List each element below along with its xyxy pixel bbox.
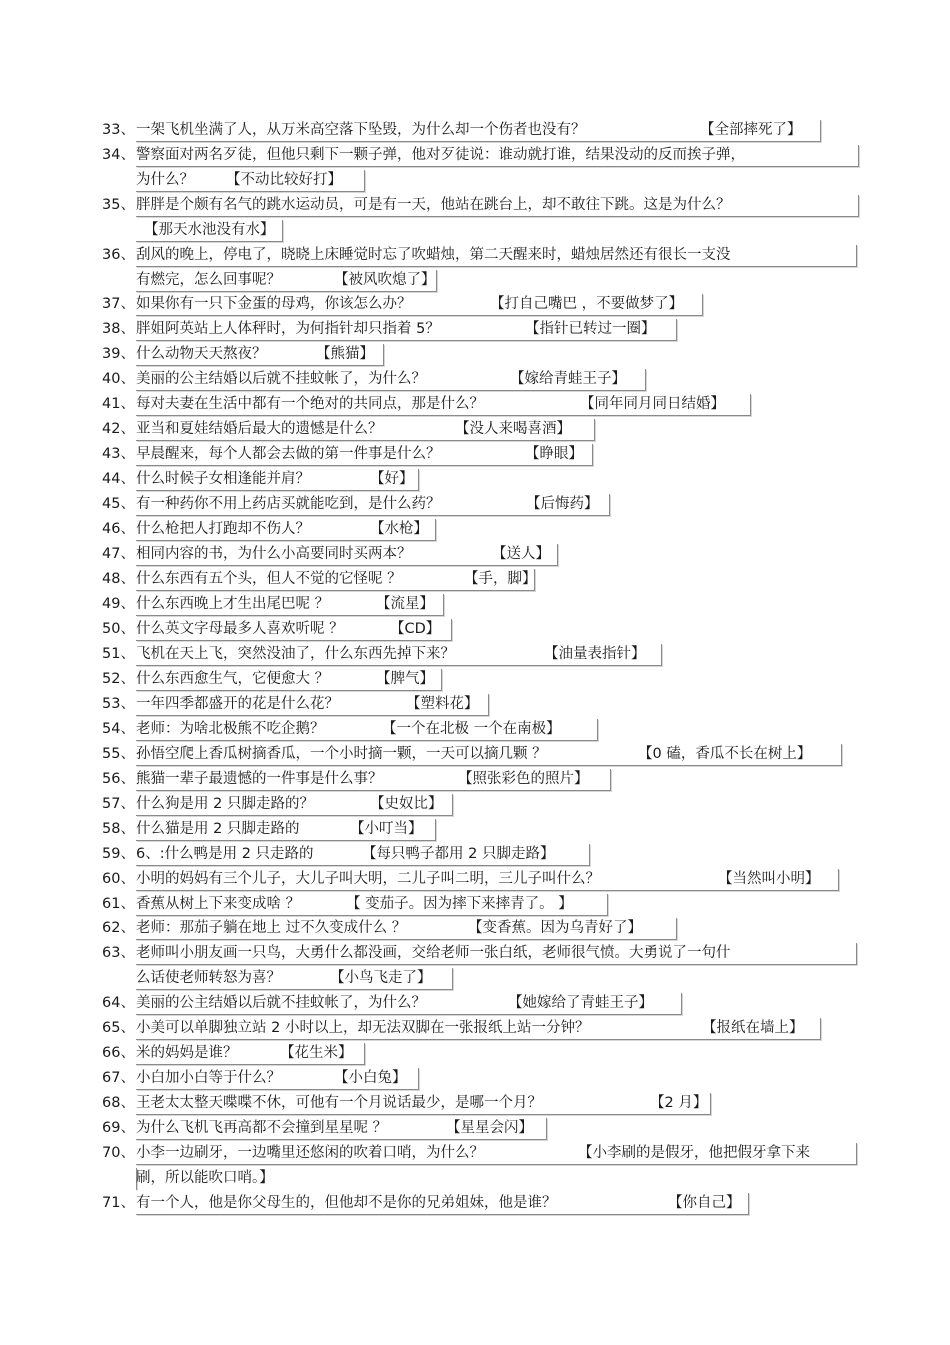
riddle-question: 亚当和夏娃结婚后最大的遗憾是什么？ bbox=[136, 421, 383, 437]
riddle-number: 50、 bbox=[102, 621, 135, 637]
riddle-answer: 【打自己嘴巴 ，不要做梦了】 bbox=[490, 296, 684, 312]
riddle-answer: 【照张彩色的照片】 bbox=[458, 771, 589, 787]
riddle-number: 64、 bbox=[102, 995, 135, 1011]
riddle-answer: 【同年同月同日结婚】 bbox=[580, 396, 725, 412]
riddle-question: 什么狗是用 2 只脚走路的？ bbox=[136, 796, 314, 812]
riddle-line bbox=[0, 342, 950, 366]
riddle-line bbox=[0, 567, 950, 591]
riddle-answer: 【一个在北极 一个在南极】 bbox=[382, 721, 561, 737]
riddle-answer: 【塑料花】 bbox=[406, 696, 479, 712]
riddle-line bbox=[0, 268, 950, 292]
riddle-number: 45、 bbox=[102, 496, 135, 512]
riddle-line bbox=[0, 168, 950, 192]
riddle-line bbox=[0, 1116, 950, 1140]
riddle-answer: 【当然叫小明】 bbox=[718, 871, 820, 887]
riddle-question: 什么英文字母最多人喜欢听呢 ？ bbox=[136, 621, 344, 637]
riddle-line bbox=[0, 517, 950, 541]
riddle-number: 66、 bbox=[102, 1045, 135, 1061]
riddle-number: 60、 bbox=[102, 871, 135, 887]
riddle-line bbox=[0, 1191, 950, 1215]
riddle-line bbox=[0, 592, 950, 616]
riddle-answer: 【那天水池没有水】 bbox=[144, 222, 275, 238]
riddle-question: 一架飞机坐满了人，从万米高空落下坠毁，为什么却一个伤者也没有？ bbox=[136, 122, 586, 138]
riddle-answer: 【睁眼】 bbox=[525, 446, 583, 462]
riddle-answer: 【脾气】 bbox=[376, 671, 434, 687]
riddle-answer: 【熊猫】 bbox=[316, 346, 374, 362]
riddle-number: 59、 bbox=[102, 846, 135, 862]
riddle-number: 34、 bbox=[102, 147, 135, 163]
riddle-number: 62、 bbox=[102, 920, 135, 936]
riddle-question: 小李一边刷牙，一边嘴里还悠闲的吹着口哨，为什么？ bbox=[136, 1145, 484, 1161]
riddle-line bbox=[0, 966, 950, 990]
riddle-line bbox=[0, 392, 950, 416]
riddle-line bbox=[0, 1016, 950, 1040]
riddle-line bbox=[0, 542, 950, 566]
riddle-number: 44、 bbox=[102, 471, 135, 487]
riddle-answer: 【手，脚】 bbox=[464, 571, 537, 587]
riddle-number: 43、 bbox=[102, 446, 135, 462]
riddle-line bbox=[0, 1091, 950, 1115]
riddle-line bbox=[0, 218, 950, 242]
riddle-question: 为什么飞机飞再高都不会撞到星星呢 ？ bbox=[136, 1120, 388, 1136]
riddle-number: 69、 bbox=[102, 1120, 135, 1136]
riddle-number: 57、 bbox=[102, 796, 135, 812]
riddle-number: 35、 bbox=[102, 197, 135, 213]
riddle-line bbox=[0, 941, 950, 965]
riddle-line bbox=[0, 717, 950, 741]
riddle-number: 33、 bbox=[102, 122, 135, 138]
riddle-line bbox=[0, 118, 950, 142]
riddle-number: 54、 bbox=[102, 721, 135, 737]
riddle-line bbox=[0, 1041, 950, 1065]
riddle-question: 老师叫小朋友画一只鸟，大勇什么都没画，交给老师一张白纸，老师很气愤。大勇说了一句什 bbox=[136, 945, 731, 961]
riddle-line bbox=[0, 1166, 950, 1190]
riddle-answer: 【2 月】 bbox=[650, 1095, 708, 1111]
riddle-question: 一年四季都盛开的花是什么花？ bbox=[136, 696, 339, 712]
riddle-number: 52、 bbox=[102, 671, 135, 687]
riddle-question: 为什么？ bbox=[136, 172, 194, 188]
riddle-line bbox=[0, 892, 950, 916]
riddle-line bbox=[0, 692, 950, 716]
riddle-answer: 【小李刷的是假牙，他把假牙拿下来 bbox=[578, 1145, 810, 1161]
riddle-answer: 【她嫁给了青蛙王子】 bbox=[508, 995, 653, 1011]
riddle-line bbox=[0, 292, 950, 316]
riddle-number: 67、 bbox=[102, 1070, 135, 1086]
riddle-line bbox=[0, 143, 950, 167]
riddle-question: 每对夫妻在生活中都有一个绝对的共同点，那是什么？ bbox=[136, 396, 484, 412]
riddle-question: 小明的妈妈有三个儿子，大儿子叫大明，二儿子叫二明，三儿子叫什么？ bbox=[136, 871, 600, 887]
riddle-line bbox=[0, 817, 950, 841]
riddle-number: 53、 bbox=[102, 696, 135, 712]
riddle-question: 刮风的晚上，停电了，晓晓上床睡觉时忘了吹蜡烛，第二天醒来时，蜡烛居然还有很长一支没 bbox=[136, 247, 731, 263]
riddle-number: 51、 bbox=[102, 646, 135, 662]
riddle-number: 46、 bbox=[102, 521, 135, 537]
riddle-number: 68、 bbox=[102, 1095, 135, 1111]
riddle-number: 42、 bbox=[102, 421, 135, 437]
riddle-line bbox=[0, 467, 950, 491]
riddle-number: 39、 bbox=[102, 346, 135, 362]
riddle-line bbox=[0, 193, 950, 217]
riddle-question: 什么猫是用 2 只脚走路的 bbox=[136, 821, 300, 837]
riddle-question: 6、:什么鸭是用 2 只走路的 bbox=[136, 846, 314, 862]
riddle-number: 37、 bbox=[102, 296, 135, 312]
riddle-answer: 【不动比较好打】 bbox=[226, 172, 342, 188]
riddle-question: 相同内容的书，为什么小高要同时买两本？ bbox=[136, 546, 412, 562]
riddle-answer: 【变香蕉。因为乌青好了】 bbox=[468, 920, 642, 936]
riddle-question: 孙悟空爬上香瓜树摘香瓜，一个小时摘一颗，一天可以摘几颗 ？ bbox=[136, 746, 547, 762]
riddle-question: 早晨醒来，每个人都会去做的第一件事是什么？ bbox=[136, 446, 441, 462]
riddle-question: 什么东西晚上才生出尾巴呢 ？ bbox=[136, 596, 330, 612]
riddle-line bbox=[0, 1141, 950, 1165]
riddle-number: 61、 bbox=[102, 896, 135, 912]
riddle-question: 什么枪把人打跑却不伤人？ bbox=[136, 521, 310, 537]
riddle-line bbox=[0, 667, 950, 691]
riddle-number: 71、 bbox=[102, 1195, 135, 1211]
riddle-question: 么话使老师转怒为喜？ bbox=[136, 970, 281, 986]
riddle-answer: 【你自己】 bbox=[668, 1195, 741, 1211]
riddle-answer: 【油量表指针】 bbox=[544, 646, 646, 662]
riddle-line bbox=[0, 792, 950, 816]
riddle-answer: 【小叮当】 bbox=[350, 821, 423, 837]
riddle-answer: 【送人】 bbox=[492, 546, 550, 562]
riddle-question: 什么时候子女相逢能并肩？ bbox=[136, 471, 310, 487]
riddle-number: 47、 bbox=[102, 546, 135, 562]
riddle-line bbox=[0, 243, 950, 267]
riddle-question: 有燃完，怎么回事呢？ bbox=[136, 272, 281, 288]
riddle-question: 米的妈妈是谁？ bbox=[136, 1045, 238, 1061]
riddle-question: 什么动物天天熬夜？ bbox=[136, 346, 267, 362]
riddle-line bbox=[0, 617, 950, 641]
riddle-answer: 【被风吹熄了】 bbox=[334, 272, 436, 288]
riddle-number: 38、 bbox=[102, 321, 135, 337]
riddle-question: 有一个人，他是你父母生的，但他却不是你的兄弟姐妹，他是谁？ bbox=[136, 1195, 557, 1211]
riddle-question: 什么东西有五个头，但人不觉的它怪呢 ？ bbox=[136, 571, 402, 587]
riddle-answer: 【水枪】 bbox=[370, 521, 428, 537]
riddle-number: 70、 bbox=[102, 1145, 135, 1161]
riddle-number: 56、 bbox=[102, 771, 135, 787]
riddle-answer: 【CD】 bbox=[390, 621, 441, 637]
riddle-line bbox=[0, 1066, 950, 1090]
riddle-answer: 【 变茄子。因为摔下来摔青了。 】 bbox=[346, 896, 573, 912]
riddle-question: 胖姐阿英站上人体秤时，为何指针却只指着 5？ bbox=[136, 321, 440, 337]
riddle-question: 美丽的公主结婚以后就不挂蚊帐了，为什么？ bbox=[136, 371, 426, 387]
riddle-question: 什么东西愈生气，它便愈大 ？ bbox=[136, 671, 330, 687]
riddle-number: 48、 bbox=[102, 571, 135, 587]
riddle-answer: 【花生米】 bbox=[280, 1045, 353, 1061]
riddle-number: 36、 bbox=[102, 247, 135, 263]
riddle-question: 小美可以单脚独立站 2 小时以上，却无法双脚在一张报纸上站一分钟？ bbox=[136, 1020, 590, 1036]
riddle-question: 飞机在天上飞，突然没油了，什么东西先掉下来？ bbox=[136, 646, 455, 662]
riddle-answer: 【好】 bbox=[370, 471, 414, 487]
riddle-question: 老师：那茄子躺在地上 过不久变成什么 ？ bbox=[136, 920, 407, 936]
riddle-line bbox=[0, 742, 950, 766]
riddle-answer: 【小鸟飞走了】 bbox=[330, 970, 432, 986]
riddle-line bbox=[0, 417, 950, 441]
riddle-answer: 【每只鸭子都用 2 只脚走路】 bbox=[362, 846, 555, 862]
riddle-answer: 【没人来喝喜酒】 bbox=[455, 421, 571, 437]
riddle-line bbox=[0, 642, 950, 666]
riddle-question: 警察面对两名歹徒，但他只剩下一颗子弹，他对歹徒说：谁动就打谁，结果没动的反而挨子弹， bbox=[136, 147, 745, 163]
riddle-answer: 【全部摔死了】 bbox=[700, 122, 802, 138]
riddle-line bbox=[0, 991, 950, 1015]
riddle-question: 有一种药你不用上药店买就能吃到，是什么药？ bbox=[136, 496, 441, 512]
riddle-number: 41、 bbox=[102, 396, 135, 412]
riddle-answer: 【流星】 bbox=[376, 596, 434, 612]
riddle-question: 香蕉从树上下来变成啥 ？ bbox=[136, 896, 301, 912]
riddle-line bbox=[0, 317, 950, 341]
riddle-line bbox=[0, 492, 950, 516]
riddle-answer: 【后悔药】 bbox=[526, 496, 599, 512]
riddle-number: 40、 bbox=[102, 371, 135, 387]
riddle-answer: 【指针已转过一圈】 bbox=[525, 321, 656, 337]
riddle-answer: 【史奴比】 bbox=[370, 796, 443, 812]
riddle-answer: 【星星会闪】 bbox=[446, 1120, 533, 1136]
riddle-line bbox=[0, 442, 950, 466]
riddle-question: 胖胖是个颇有名气的跳水运动员，可是有一天，他站在跳台上，却不敢往下跳。这是为什么？ bbox=[136, 197, 731, 213]
riddle-number: 49、 bbox=[102, 596, 135, 612]
riddle-line bbox=[0, 842, 950, 866]
riddle-question: 刷，所以能吹口哨。】 bbox=[136, 1170, 274, 1186]
riddle-answer: 【小白兔】 bbox=[334, 1070, 407, 1086]
riddle-line bbox=[0, 867, 950, 891]
riddle-number: 65、 bbox=[102, 1020, 135, 1036]
riddle-number: 63、 bbox=[102, 945, 135, 961]
riddle-question: 美丽的公主结婚以后就不挂蚊帐了，为什么？ bbox=[136, 995, 426, 1011]
riddle-number: 55、 bbox=[102, 746, 135, 762]
riddle-line bbox=[0, 767, 950, 791]
riddle-question: 王老太太整天喋喋不休，可他有一个月说话最少，是哪一个月？ bbox=[136, 1095, 542, 1111]
riddle-answer: 【报纸在墙上】 bbox=[702, 1020, 804, 1036]
riddle-answer: 【嫁给青蛙王子】 bbox=[510, 371, 626, 387]
riddle-line bbox=[0, 916, 950, 940]
riddle-question: 如果你有一只下金蛋的母鸡，你该怎么办？ bbox=[136, 296, 412, 312]
riddle-line bbox=[0, 367, 950, 391]
riddle-question: 熊猫一辈子最遗憾的一件事是什么事？ bbox=[136, 771, 383, 787]
riddle-question: 老师：为啥北极熊不吃企鹅？ bbox=[136, 721, 325, 737]
riddle-number: 58、 bbox=[102, 821, 135, 837]
riddle-answer: 【0 磕，香瓜不长在树上】 bbox=[638, 746, 812, 762]
riddle-question: 小白加小白等于什么？ bbox=[136, 1070, 281, 1086]
